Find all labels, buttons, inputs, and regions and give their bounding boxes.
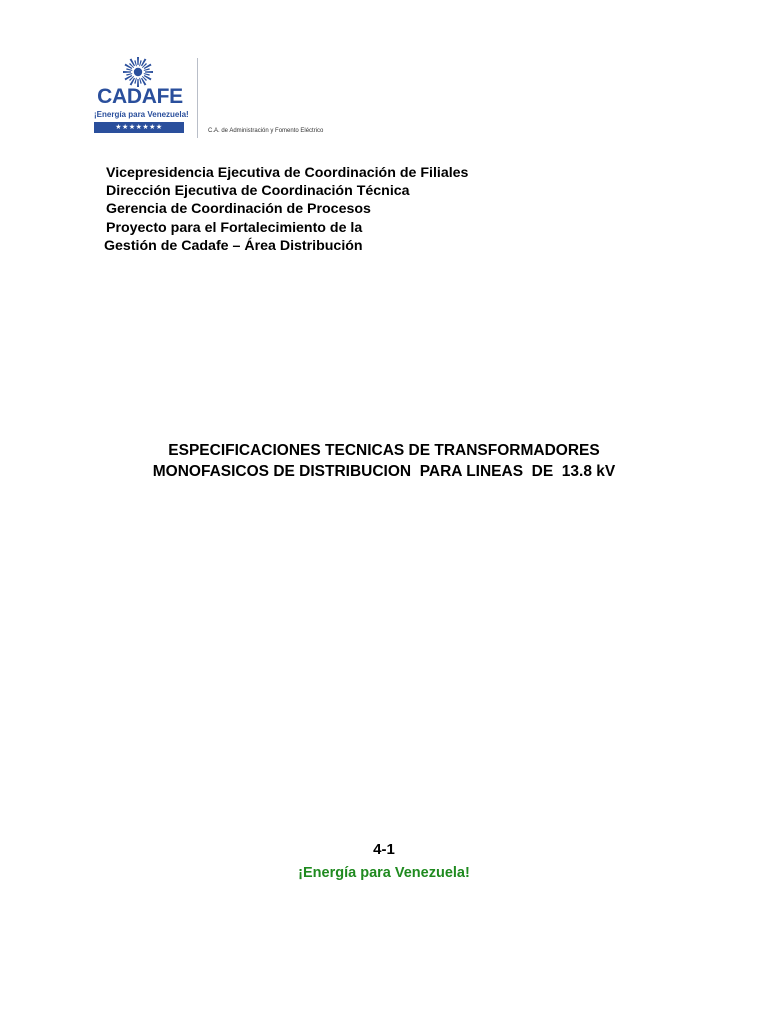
org-line-proyecto: Proyecto para el Fortalecimiento de la <box>106 219 363 236</box>
sun-emblem-icon <box>122 56 154 88</box>
cadafe-logo <box>94 56 189 140</box>
org-line-gerencia: Gerencia de Coordinación de Procesos <box>106 201 371 218</box>
organization-heading <box>106 164 468 255</box>
logo-slogan: ¡Energía para Venezuela! <box>94 110 189 119</box>
org-line-direccion: Dirección Ejecutiva de Coordinación Técnica <box>106 183 410 200</box>
title-line-1: ESPECIFICACIONES TECNICAS DE TRANSFORMADORES <box>168 442 600 459</box>
logo-divider <box>197 58 198 138</box>
logo-stars-band: ★★★★★★★ <box>94 122 184 133</box>
org-line-vicepresidencia: Vicepresidencia Ejecutiva de Coordinación de Filiales <box>106 165 469 181</box>
page-number: 4-1 <box>373 841 395 858</box>
title-line-2: MONOFASICOS DE DISTRIBUCION PARA LINEAS DE 13.8 kV <box>152 463 616 480</box>
logo-brand-name: CADAFE <box>97 85 183 108</box>
footer-slogan: ¡Energía para Venezuela! <box>298 865 470 881</box>
company-full-name: C.A. de Administración y Fomento Eléctrico <box>208 128 324 134</box>
document-title <box>0 440 768 482</box>
org-line-gestion: Gestión de Cadafe – Área Distribución <box>104 237 363 254</box>
